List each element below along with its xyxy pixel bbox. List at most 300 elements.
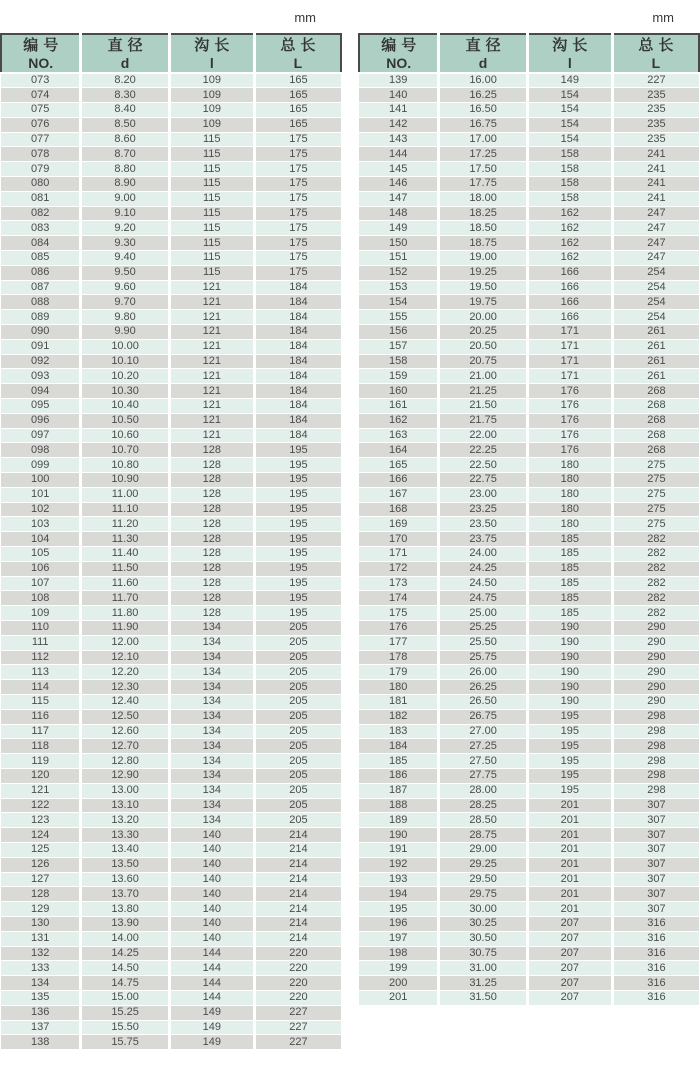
cell-total-length: 290 xyxy=(612,620,699,635)
cell-diameter: 11.50 xyxy=(81,561,169,576)
cell-flute-length: 134 xyxy=(169,620,254,635)
table-row xyxy=(359,665,699,680)
table-row xyxy=(359,117,699,132)
table-row xyxy=(1,251,341,266)
table-row xyxy=(1,961,341,976)
cell-total-length: 247 xyxy=(612,251,699,266)
cell-no: 099 xyxy=(1,458,81,473)
cell-no: 107 xyxy=(1,576,81,591)
cell-no: 078 xyxy=(1,147,81,162)
cell-flute-length: 134 xyxy=(169,768,254,783)
cell-diameter: 11.00 xyxy=(81,487,169,502)
table-row xyxy=(359,265,699,280)
cell-total-length: 282 xyxy=(612,547,699,562)
cell-diameter: 16.25 xyxy=(439,88,527,103)
cell-diameter: 20.25 xyxy=(439,325,527,340)
cell-flute-length: 109 xyxy=(169,117,254,132)
cell-flute-length: 128 xyxy=(169,591,254,606)
cell-diameter: 8.60 xyxy=(81,132,169,147)
cell-total-length: 290 xyxy=(612,680,699,695)
cell-diameter: 28.50 xyxy=(439,813,527,828)
cell-total-length: 175 xyxy=(254,147,341,162)
cell-flute-length: 185 xyxy=(527,591,612,606)
table-row xyxy=(359,384,699,399)
cell-total-length: 254 xyxy=(612,265,699,280)
cell-total-length: 316 xyxy=(612,916,699,931)
table-row xyxy=(1,265,341,280)
table-row xyxy=(1,162,341,177)
cell-total-length: 184 xyxy=(254,369,341,384)
cell-no: 178 xyxy=(359,650,439,665)
table-row xyxy=(359,754,699,769)
table-row xyxy=(359,103,699,118)
cell-diameter: 11.90 xyxy=(81,620,169,635)
cell-no: 191 xyxy=(359,842,439,857)
cell-diameter: 30.50 xyxy=(439,931,527,946)
cell-flute-length: 176 xyxy=(527,413,612,428)
cell-no: 148 xyxy=(359,206,439,221)
cell-flute-length: 140 xyxy=(169,916,254,931)
cell-diameter: 21.50 xyxy=(439,399,527,414)
cell-total-length: 268 xyxy=(612,413,699,428)
cell-total-length: 214 xyxy=(254,902,341,917)
cell-no: 173 xyxy=(359,576,439,591)
cell-no: 073 xyxy=(1,73,81,88)
table-row xyxy=(1,132,341,147)
cell-total-length: 307 xyxy=(612,857,699,872)
cell-no: 151 xyxy=(359,251,439,266)
table-row xyxy=(359,561,699,576)
cell-no: 198 xyxy=(359,946,439,961)
column-header-flute-length xyxy=(169,34,254,73)
cell-total-length: 175 xyxy=(254,236,341,251)
cell-diameter: 10.90 xyxy=(81,473,169,488)
table-row xyxy=(359,236,699,251)
cell-diameter: 22.50 xyxy=(439,458,527,473)
cell-no: 075 xyxy=(1,103,81,118)
cell-diameter: 29.50 xyxy=(439,872,527,887)
cell-no: 150 xyxy=(359,236,439,251)
cell-no: 112 xyxy=(1,650,81,665)
cell-flute-length: 171 xyxy=(527,325,612,340)
cell-diameter: 12.00 xyxy=(81,635,169,650)
cell-flute-length: 185 xyxy=(527,561,612,576)
cell-diameter: 28.75 xyxy=(439,828,527,843)
cell-diameter: 16.50 xyxy=(439,103,527,118)
cell-no: 111 xyxy=(1,635,81,650)
cell-no: 120 xyxy=(1,768,81,783)
table-row xyxy=(1,561,341,576)
cell-diameter: 22.00 xyxy=(439,428,527,443)
table-row xyxy=(1,532,341,547)
cell-total-length: 184 xyxy=(254,354,341,369)
cell-total-length: 205 xyxy=(254,739,341,754)
column-header-total-length xyxy=(612,34,699,73)
table-row xyxy=(1,783,341,798)
table-row xyxy=(1,310,341,325)
cell-flute-length: 180 xyxy=(527,473,612,488)
cell-diameter: 16.00 xyxy=(439,73,527,88)
cell-no: 200 xyxy=(359,976,439,991)
table-row xyxy=(1,768,341,783)
cell-total-length: 298 xyxy=(612,754,699,769)
table-row xyxy=(1,177,341,192)
cell-no: 129 xyxy=(1,902,81,917)
table-row xyxy=(1,369,341,384)
column-symbol: l xyxy=(209,54,214,71)
cell-no: 097 xyxy=(1,428,81,443)
cell-total-length: 205 xyxy=(254,798,341,813)
cell-total-length: 175 xyxy=(254,191,341,206)
cell-total-length: 195 xyxy=(254,591,341,606)
table-row xyxy=(1,813,341,828)
cell-no: 136 xyxy=(1,1005,81,1020)
cell-no: 122 xyxy=(1,798,81,813)
cell-no: 195 xyxy=(359,902,439,917)
cell-total-length: 214 xyxy=(254,857,341,872)
cell-diameter: 18.25 xyxy=(439,206,527,221)
cell-flute-length: 140 xyxy=(169,931,254,946)
cell-flute-length: 134 xyxy=(169,724,254,739)
table-row xyxy=(359,88,699,103)
cell-no: 123 xyxy=(1,813,81,828)
cell-flute-length: 207 xyxy=(527,976,612,991)
cell-flute-length: 140 xyxy=(169,872,254,887)
cell-flute-length: 140 xyxy=(169,902,254,917)
table-row xyxy=(359,591,699,606)
cell-total-length: 214 xyxy=(254,872,341,887)
column-header-no xyxy=(1,34,81,73)
cell-total-length: 175 xyxy=(254,206,341,221)
table-row xyxy=(359,842,699,857)
cell-diameter: 8.90 xyxy=(81,177,169,192)
table-row xyxy=(359,428,699,443)
cell-no: 187 xyxy=(359,783,439,798)
cell-diameter: 28.25 xyxy=(439,798,527,813)
table-row xyxy=(359,206,699,221)
cell-diameter: 30.25 xyxy=(439,916,527,931)
table-row xyxy=(1,487,341,502)
table-row xyxy=(359,768,699,783)
cell-total-length: 220 xyxy=(254,946,341,961)
cell-flute-length: 115 xyxy=(169,265,254,280)
cell-diameter: 31.25 xyxy=(439,976,527,991)
cell-total-length: 307 xyxy=(612,798,699,813)
table-row xyxy=(1,73,341,88)
table-row xyxy=(1,399,341,414)
cell-no: 126 xyxy=(1,857,81,872)
cell-diameter: 8.20 xyxy=(81,73,169,88)
cell-diameter: 26.00 xyxy=(439,665,527,680)
cell-no: 159 xyxy=(359,369,439,384)
cell-total-length: 268 xyxy=(612,443,699,458)
column-header-total-length xyxy=(254,34,341,73)
cell-total-length: 275 xyxy=(612,473,699,488)
cell-total-length: 307 xyxy=(612,828,699,843)
cell-no: 084 xyxy=(1,236,81,251)
cell-total-length: 205 xyxy=(254,813,341,828)
table-row xyxy=(1,325,341,340)
cell-flute-length: 115 xyxy=(169,147,254,162)
cell-total-length: 298 xyxy=(612,783,699,798)
cell-flute-length: 109 xyxy=(169,88,254,103)
cell-flute-length: 176 xyxy=(527,428,612,443)
cell-diameter: 15.25 xyxy=(81,1005,169,1020)
cell-diameter: 30.00 xyxy=(439,902,527,917)
cell-no: 087 xyxy=(1,280,81,295)
cell-total-length: 165 xyxy=(254,117,341,132)
table-row xyxy=(1,724,341,739)
cell-total-length: 205 xyxy=(254,665,341,680)
cell-flute-length: 201 xyxy=(527,798,612,813)
cell-diameter: 22.75 xyxy=(439,473,527,488)
cell-diameter: 17.75 xyxy=(439,177,527,192)
cell-no: 132 xyxy=(1,946,81,961)
cell-no: 152 xyxy=(359,265,439,280)
table-row xyxy=(1,990,341,1005)
table-row xyxy=(1,665,341,680)
cell-total-length: 290 xyxy=(612,635,699,650)
table-row xyxy=(359,576,699,591)
cell-diameter: 10.00 xyxy=(81,339,169,354)
cell-total-length: 307 xyxy=(612,813,699,828)
column-symbol: NO. xyxy=(386,54,412,71)
cell-diameter: 10.60 xyxy=(81,428,169,443)
table-row xyxy=(359,295,699,310)
cell-total-length: 241 xyxy=(612,177,699,192)
table-row xyxy=(359,339,699,354)
cell-no: 162 xyxy=(359,413,439,428)
cell-total-length: 316 xyxy=(612,961,699,976)
cell-diameter: 9.10 xyxy=(81,206,169,221)
cell-diameter: 26.50 xyxy=(439,694,527,709)
table-header xyxy=(359,34,699,73)
cell-flute-length: 134 xyxy=(169,635,254,650)
cell-no: 118 xyxy=(1,739,81,754)
cell-flute-length: 207 xyxy=(527,931,612,946)
cell-flute-length: 134 xyxy=(169,739,254,754)
cell-flute-length: 134 xyxy=(169,783,254,798)
cell-diameter: 17.50 xyxy=(439,162,527,177)
cell-flute-length: 128 xyxy=(169,547,254,562)
cell-total-length: 254 xyxy=(612,310,699,325)
cell-total-length: 282 xyxy=(612,591,699,606)
cell-diameter: 21.25 xyxy=(439,384,527,399)
cell-no: 139 xyxy=(359,73,439,88)
table-row xyxy=(359,857,699,872)
cell-diameter: 11.20 xyxy=(81,517,169,532)
table-row xyxy=(1,295,341,310)
cell-total-length: 195 xyxy=(254,606,341,621)
cell-diameter: 15.00 xyxy=(81,990,169,1005)
cell-flute-length: 195 xyxy=(527,739,612,754)
cell-flute-length: 201 xyxy=(527,842,612,857)
cell-flute-length: 162 xyxy=(527,251,612,266)
cell-no: 089 xyxy=(1,310,81,325)
table-row xyxy=(1,694,341,709)
cell-flute-length: 149 xyxy=(527,73,612,88)
table-row xyxy=(1,280,341,295)
cell-diameter: 24.00 xyxy=(439,547,527,562)
cell-diameter: 26.25 xyxy=(439,680,527,695)
column-symbol: d xyxy=(120,54,130,71)
cell-flute-length: 190 xyxy=(527,635,612,650)
cell-flute-length: 180 xyxy=(527,517,612,532)
cell-flute-length: 185 xyxy=(527,576,612,591)
cell-diameter: 25.50 xyxy=(439,635,527,650)
cell-diameter: 9.40 xyxy=(81,251,169,266)
cell-total-length: 205 xyxy=(254,783,341,798)
cell-diameter: 8.70 xyxy=(81,147,169,162)
table-row xyxy=(359,413,699,428)
cell-no: 085 xyxy=(1,251,81,266)
cell-total-length: 205 xyxy=(254,754,341,769)
cell-total-length: 275 xyxy=(612,487,699,502)
table-row xyxy=(359,443,699,458)
cell-diameter: 8.40 xyxy=(81,103,169,118)
cell-diameter: 13.60 xyxy=(81,872,169,887)
table-row xyxy=(359,147,699,162)
cell-no: 184 xyxy=(359,739,439,754)
spec-table-block-right xyxy=(358,8,700,1006)
cell-no: 090 xyxy=(1,325,81,340)
cell-diameter: 13.50 xyxy=(81,857,169,872)
cell-diameter: 27.00 xyxy=(439,724,527,739)
table-row xyxy=(359,132,699,147)
cell-no: 176 xyxy=(359,620,439,635)
cell-diameter: 25.00 xyxy=(439,606,527,621)
cell-flute-length: 207 xyxy=(527,961,612,976)
column-header-diameter xyxy=(439,34,527,73)
cell-flute-length: 180 xyxy=(527,502,612,517)
cell-total-length: 282 xyxy=(612,561,699,576)
table-row xyxy=(1,236,341,251)
table-row xyxy=(359,251,699,266)
cell-flute-length: 144 xyxy=(169,946,254,961)
cell-no: 160 xyxy=(359,384,439,399)
cell-flute-length: 121 xyxy=(169,384,254,399)
cell-no: 196 xyxy=(359,916,439,931)
cell-flute-length: 171 xyxy=(527,354,612,369)
cell-diameter: 11.80 xyxy=(81,606,169,621)
cell-no: 130 xyxy=(1,916,81,931)
table-row xyxy=(359,961,699,976)
cell-diameter: 10.10 xyxy=(81,354,169,369)
cell-flute-length: 115 xyxy=(169,177,254,192)
cell-diameter: 19.25 xyxy=(439,265,527,280)
cell-no: 179 xyxy=(359,665,439,680)
cell-total-length: 175 xyxy=(254,251,341,266)
cell-diameter: 9.90 xyxy=(81,325,169,340)
cell-total-length: 298 xyxy=(612,724,699,739)
cell-no: 169 xyxy=(359,517,439,532)
cell-diameter: 9.60 xyxy=(81,280,169,295)
cell-flute-length: 128 xyxy=(169,606,254,621)
cell-diameter: 9.20 xyxy=(81,221,169,236)
cell-no: 121 xyxy=(1,783,81,798)
cell-total-length: 227 xyxy=(254,1035,341,1050)
cell-total-length: 195 xyxy=(254,561,341,576)
cell-diameter: 11.30 xyxy=(81,532,169,547)
table-row xyxy=(359,709,699,724)
cell-total-length: 195 xyxy=(254,502,341,517)
cell-diameter: 12.80 xyxy=(81,754,169,769)
table-row xyxy=(359,280,699,295)
table-row xyxy=(359,798,699,813)
cell-flute-length: 115 xyxy=(169,221,254,236)
cell-total-length: 241 xyxy=(612,162,699,177)
cell-total-length: 261 xyxy=(612,369,699,384)
cell-total-length: 275 xyxy=(612,458,699,473)
table-row xyxy=(359,177,699,192)
cell-diameter: 10.50 xyxy=(81,413,169,428)
table-row xyxy=(359,369,699,384)
table-row xyxy=(359,399,699,414)
cell-no: 125 xyxy=(1,842,81,857)
cell-total-length: 235 xyxy=(612,132,699,147)
cell-flute-length: 121 xyxy=(169,399,254,414)
cell-no: 101 xyxy=(1,487,81,502)
cell-no: 095 xyxy=(1,399,81,414)
cell-diameter: 26.75 xyxy=(439,709,527,724)
cell-diameter: 27.25 xyxy=(439,739,527,754)
cell-flute-length: 144 xyxy=(169,961,254,976)
cell-total-length: 184 xyxy=(254,295,341,310)
table-row xyxy=(1,206,341,221)
cell-diameter: 12.20 xyxy=(81,665,169,680)
cell-diameter: 14.00 xyxy=(81,931,169,946)
cell-no: 141 xyxy=(359,103,439,118)
cell-diameter: 31.50 xyxy=(439,990,527,1005)
cell-total-length: 214 xyxy=(254,931,341,946)
cell-total-length: 205 xyxy=(254,724,341,739)
cell-no: 076 xyxy=(1,117,81,132)
table-row xyxy=(1,916,341,931)
unit-label-right: mm xyxy=(652,10,674,25)
cell-total-length: 227 xyxy=(254,1005,341,1020)
cell-flute-length: 121 xyxy=(169,280,254,295)
cell-flute-length: 128 xyxy=(169,561,254,576)
cell-total-length: 247 xyxy=(612,236,699,251)
cell-total-length: 290 xyxy=(612,650,699,665)
cell-no: 137 xyxy=(1,1020,81,1035)
cell-flute-length: 154 xyxy=(527,117,612,132)
cell-no: 102 xyxy=(1,502,81,517)
table-row xyxy=(359,310,699,325)
column-title-zh: 沟长 xyxy=(552,36,593,54)
cell-total-length: 205 xyxy=(254,650,341,665)
table-row xyxy=(1,857,341,872)
cell-flute-length: 115 xyxy=(169,236,254,251)
table-row xyxy=(1,606,341,621)
table-row xyxy=(1,887,341,902)
cell-diameter: 25.25 xyxy=(439,620,527,635)
table-row xyxy=(359,606,699,621)
cell-flute-length: 166 xyxy=(527,295,612,310)
cell-total-length: 254 xyxy=(612,280,699,295)
cell-no: 082 xyxy=(1,206,81,221)
table-row xyxy=(359,191,699,206)
cell-total-length: 184 xyxy=(254,399,341,414)
table-row xyxy=(1,576,341,591)
cell-no: 119 xyxy=(1,754,81,769)
table-row xyxy=(1,1020,341,1035)
cell-no: 161 xyxy=(359,399,439,414)
table-row xyxy=(1,680,341,695)
cell-no: 157 xyxy=(359,339,439,354)
table-row xyxy=(359,354,699,369)
cell-no: 185 xyxy=(359,754,439,769)
